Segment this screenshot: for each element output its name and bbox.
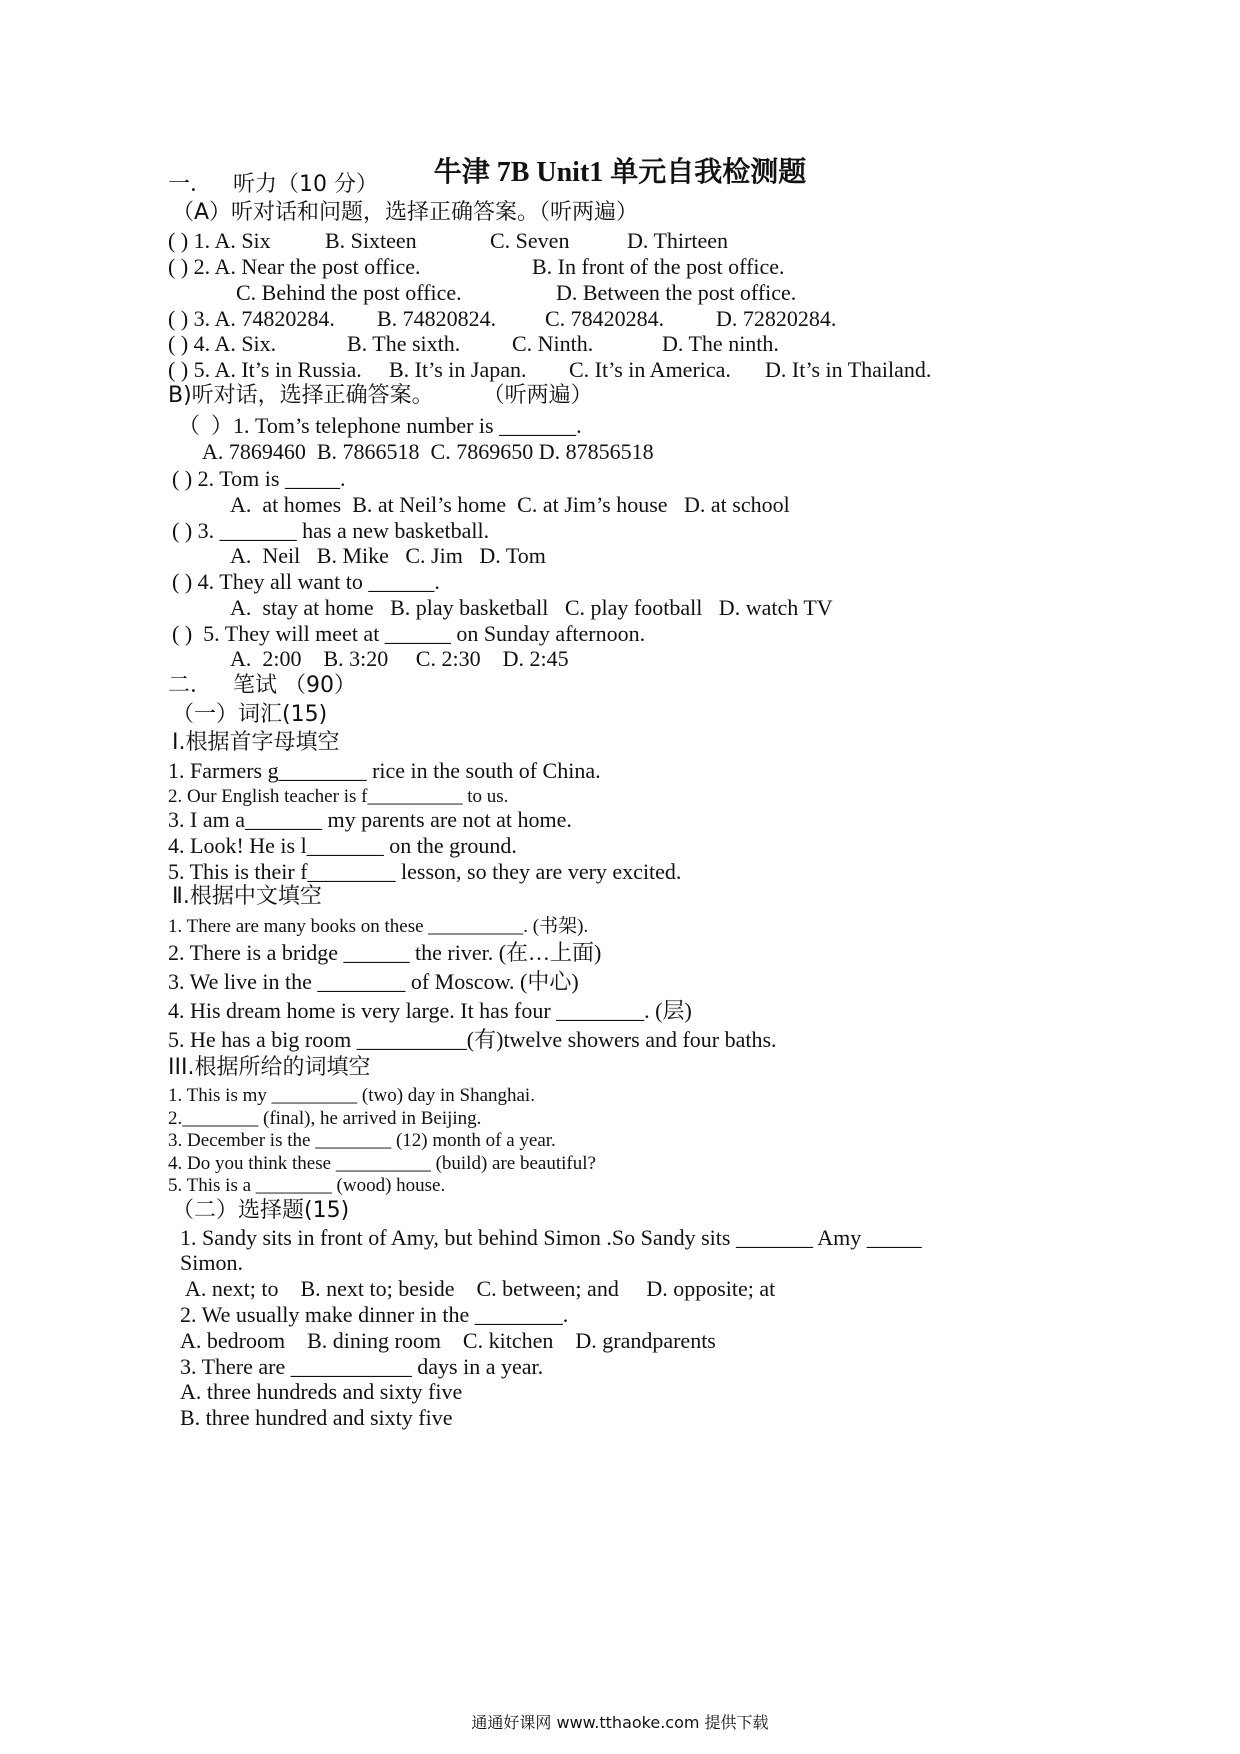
- choice-q1-options: A. next; to B. next to; beside C. between; and D. opposite; at: [185, 1276, 776, 1301]
- part2-heading: 二． 笔试 （90）: [168, 673, 356, 698]
- vocab-s3-item-2: 2.________ (final), he arrived in Beijing.: [168, 1108, 482, 1129]
- page-footer: 通通好课网 www.tthaoke.com 提供下载: [471, 1713, 769, 1732]
- vocab-s2-item-5: 5. He has a big room __________(有)twelve showers and four baths.: [168, 1027, 777, 1052]
- listening-b-q1: （ ）1. Tom’s telephone number is _______.: [178, 413, 582, 438]
- listening-a-q3-b: B. 74820824.: [377, 306, 497, 331]
- listening-a-q3-c: C. 78420284.: [545, 306, 665, 331]
- choice-q2: 2. We usually make dinner in the ________.: [180, 1302, 569, 1327]
- listening-a-q5-c: C. It’s in America.: [569, 357, 731, 382]
- listening-a-q1-d: D. Thirteen: [627, 228, 729, 253]
- vocab-s2-item-3: 3. We live in the ________ of Moscow. (中心): [168, 969, 579, 994]
- choice-q1-line2: Simon.: [180, 1250, 243, 1275]
- sectionA-heading: （A）听对话和问题，选择正确答案。（听两遍）: [172, 200, 639, 225]
- choice-heading: （二）选择题(15): [172, 1198, 350, 1223]
- page-title: 牛津 7B Unit1 单元自我检测题: [433, 157, 807, 188]
- vocab-s3-item-5: 5. This is a ________ (wood) house.: [168, 1175, 446, 1196]
- listening-a-q3: ( ) 3. A. 74820284.: [168, 306, 335, 331]
- listening-a-q4-c: C. Ninth.: [512, 331, 594, 356]
- listening-a-q4-b: B. The sixth.: [347, 331, 461, 356]
- choice-q1-line1: 1. Sandy sits in front of Amy, but behind Simon .So Sandy sits _______ Amy _____: [180, 1225, 922, 1250]
- vocab-heading: （一）词汇(15): [172, 702, 328, 727]
- listening-a-q2: ( ) 2. A. Near the post office.: [168, 254, 421, 279]
- listening-a-q5: ( ) 5. A. It’s in Russia.: [168, 357, 362, 382]
- choice-q3: 3. There are ___________ days in a year.: [180, 1354, 544, 1379]
- listening-b-q1-options: A. 7869460 B. 7866518 C. 7869650 D. 87856518: [202, 439, 654, 464]
- vocab-s1-item-1: 1. Farmers g________ rice in the south of China.: [168, 758, 601, 783]
- listening-b-q4-options: A. stay at home B. play basketball C. play football D. watch TV: [230, 595, 833, 620]
- listening-b-q5: ( ) 5. They will meet at ______ on Sunday afternoon.: [172, 621, 646, 646]
- vocab-s3-item-3: 3. December is the ________ (12) month of a year.: [168, 1130, 556, 1151]
- vocab-s1-item-2: 2. Our English teacher is f__________ to us.: [168, 786, 509, 807]
- choice-q3-option-a: A. three hundreds and sixty five: [180, 1379, 463, 1404]
- listening-b-q3-options: A. Neil B. Mike C. Jim D. Tom: [230, 543, 546, 568]
- listening-b-q2: ( ) 2. Tom is _____.: [172, 466, 346, 491]
- vocab-s3-heading: III.根据所给的词填空: [168, 1055, 371, 1080]
- listening-a-q5-d: D. It’s in Thailand.: [765, 357, 932, 382]
- listening-a-q1: ( ) 1. A. Six: [168, 228, 271, 253]
- part1-heading: 一． 听力（10 分）: [168, 172, 378, 197]
- listening-a-q2-d: D. Between the post office.: [556, 280, 797, 305]
- choice-q3-option-b: B. three hundred and sixty five: [180, 1405, 453, 1430]
- vocab-s2-item-4: 4. His dream home is very large. It has four ________. (层): [168, 998, 692, 1023]
- listening-a-q2-c: C. Behind the post office.: [236, 280, 462, 305]
- listening-b-q3: ( ) 3. _______ has a new basketball.: [172, 518, 490, 543]
- listening-b-q4: ( ) 4. They all want to ______.: [172, 569, 440, 594]
- listening-a-q1-c: C. Seven: [490, 228, 570, 253]
- listening-a-q3-d: D. 72820284.: [716, 306, 837, 331]
- listening-a-q1-b: B. Sixteen: [325, 228, 417, 253]
- listening-b-q5-options: A. 2:00 B. 3:20 C. 2:30 D. 2:45: [230, 646, 569, 671]
- listening-a-q5-b: B. It’s in Japan.: [389, 357, 527, 382]
- vocab-s1-item-3: 3. I am a_______ my parents are not at home.: [168, 807, 572, 832]
- vocab-s2-item-2: 2. There is a bridge ______ the river. (在…上面): [168, 940, 602, 965]
- listening-a-q4-d: D. The ninth.: [662, 331, 779, 356]
- listening-b-q2-options: A. at homes B. at Neil’s home C. at Jim’s house D. at school: [230, 492, 790, 517]
- listening-a-q2-b: B. In front of the post office.: [532, 254, 785, 279]
- vocab-s3-item-1: 1. This is my _________ (two) day in Shanghai.: [168, 1085, 535, 1106]
- choice-q2-options: A. bedroom B. dining room C. kitchen D. grandparents: [180, 1328, 716, 1353]
- sectionB-heading: B)听对话，选择正确答案。 （听两遍）: [168, 383, 593, 408]
- vocab-s1-item-4: 4. Look! He is l_______ on the ground.: [168, 833, 517, 858]
- vocab-s1-item-5: 5. This is their f________ lesson, so they are very excited.: [168, 859, 682, 884]
- vocab-s1-heading: Ⅰ.根据首字母填空: [172, 730, 340, 755]
- vocab-s2-item-1: 1. There are many books on these __________. (书架).: [168, 916, 589, 937]
- vocab-s3-item-4: 4. Do you think these __________ (build) are beautiful?: [168, 1153, 596, 1174]
- listening-a-q4: ( ) 4. A. Six.: [168, 331, 277, 356]
- vocab-s2-heading: Ⅱ.根据中文填空: [172, 884, 322, 909]
